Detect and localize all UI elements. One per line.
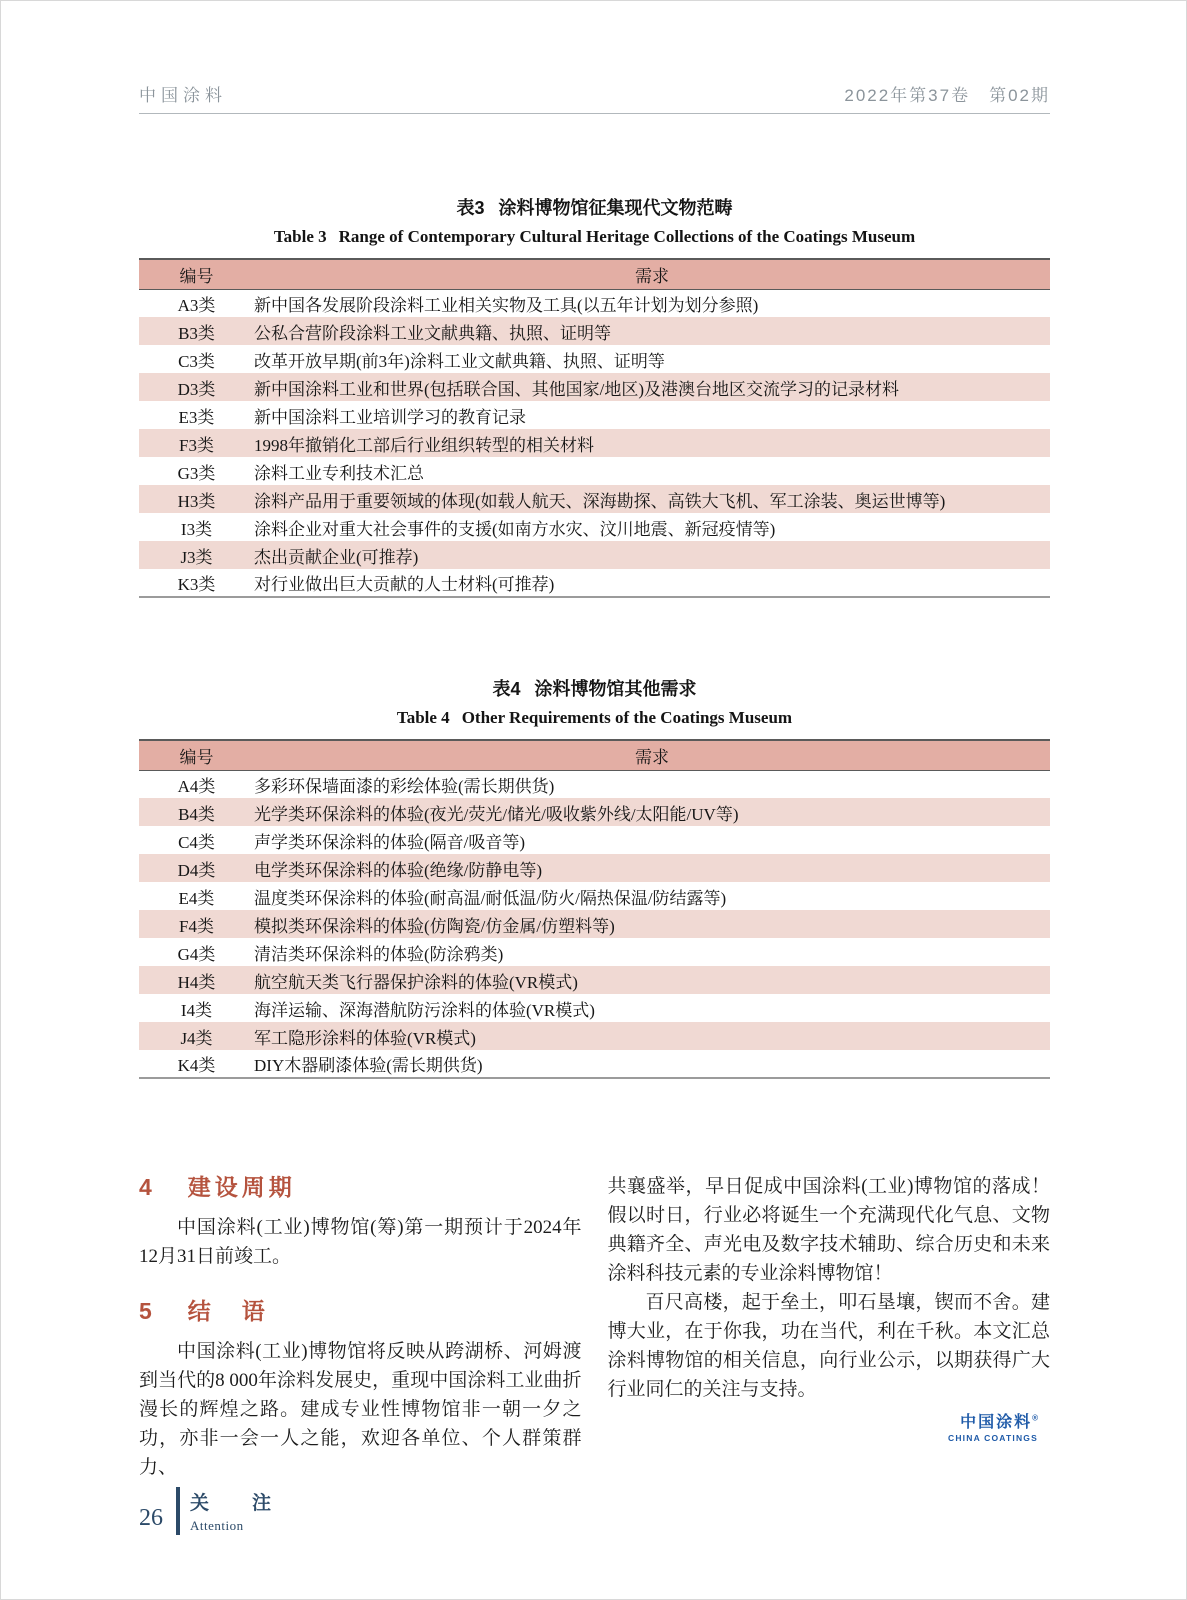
row-requirement: 多彩环保墙面漆的彩绘体验(需长期供货) <box>254 776 555 796</box>
section-5-number: 5 <box>139 1298 152 1324</box>
table-row <box>139 429 1050 457</box>
row-requirement: 新中国各发展阶段涂料工业相关实物及工具(以五年计划为划分参照) <box>254 295 759 315</box>
issue-info: 2022年第37卷 第02期 <box>844 86 1050 105</box>
row-id: G4类 <box>177 944 216 964</box>
logo-zh-text <box>608 1414 1039 1432</box>
page-footer <box>139 1487 283 1535</box>
page-content <box>139 1 1050 1482</box>
row-requirement: 对行业做出巨大贡献的人士材料(可推荐) <box>254 575 555 594</box>
table-row <box>139 457 1050 485</box>
row-id: A3类 <box>177 295 216 315</box>
row-id: K3类 <box>177 575 216 594</box>
row-id: G3类 <box>177 463 216 483</box>
logo-en-text: CHINA COATINGS <box>948 1432 1038 1443</box>
table3-caption-zh-text: 涂料博物馆征集现代文物范畴 <box>498 198 733 218</box>
table-row <box>139 854 1050 882</box>
section-4-number: 4 <box>139 1174 152 1200</box>
page-header <box>139 1 1050 114</box>
row-id: I4类 <box>180 1000 213 1020</box>
row-id: E4类 <box>178 888 215 908</box>
table-row <box>139 910 1050 938</box>
table-3 <box>139 258 1050 598</box>
left-column <box>139 1169 582 1482</box>
row-requirement: 海洋运输、深海潜航防污涂料的体验(VR模式) <box>254 1000 595 1020</box>
row-requirement: 光学类环保涂料的体验(夜光/荧光/储光/吸收紫外线/太阳能/UV等) <box>254 804 739 824</box>
logo-zh-label: 中国涂料 <box>960 1414 1033 1431</box>
table-row <box>139 826 1050 854</box>
row-requirement: 新中国涂料工业和世界(包括联合国、其他国家/地区)及港澳台地区交流学习的记录材料 <box>254 379 900 399</box>
table-row <box>139 373 1050 401</box>
table-row <box>139 1050 1050 1078</box>
table-row <box>139 401 1050 429</box>
table3-caption-zh-label: 表3 <box>456 198 485 218</box>
table-row <box>139 938 1050 966</box>
right-column <box>608 1169 1051 1482</box>
row-id: D3类 <box>177 379 216 399</box>
page-number: 26 <box>139 1504 163 1531</box>
table3-caption-en-label: Table 3 <box>273 227 327 246</box>
row-id: H4类 <box>177 972 216 992</box>
column-header-id: 编号 <box>139 740 254 770</box>
row-id: B4类 <box>178 804 215 824</box>
table4-caption-en-text: Other Requirements of the Coatings Museum <box>461 708 793 727</box>
column-header-req: 需求 <box>254 259 1050 289</box>
table4-caption-en-label: Table 4 <box>396 708 450 727</box>
row-requirement: 1998年撤销化工部后行业组织转型的相关材料 <box>254 435 594 455</box>
row-requirement: 新中国涂料工业培训学习的教育记录 <box>254 407 526 427</box>
row-requirement: 涂料工业专利技术汇总 <box>254 463 424 483</box>
row-id: H3类 <box>177 491 216 511</box>
row-id: C4类 <box>178 832 215 852</box>
row-requirement: DIY木器刷漆体验(需长期供货) <box>254 1056 483 1075</box>
table-row <box>139 485 1050 513</box>
section-5-paragraph-left: 中国涂料(工业)博物馆将反映从跨湖桥、河姆渡到当代的8 000年涂料发展史，重现中国涂料工业曲折漫长的辉煌之路。建成专业性博物馆非一朝一夕之功，亦非一会一人之能，欢迎各单位、个人群策群力、 <box>139 1341 582 1478</box>
row-requirement: 模拟类环保涂料的体验(仿陶瓷/仿金属/仿塑料等) <box>254 916 615 936</box>
row-id: I3类 <box>180 519 213 539</box>
row-id: D4类 <box>177 860 216 880</box>
table4-caption-zh <box>139 675 1050 701</box>
table-row <box>139 345 1050 373</box>
footer-section-label: 关 注 <box>190 1493 284 1514</box>
registered-mark-icon: ® <box>1032 1413 1038 1423</box>
footer-divider <box>176 1487 180 1535</box>
section-5-paragraph-continued: 共襄盛举，早日促成中国涂料(工业)博物馆的落成！假以时日，行业必将诞生一个充满现代化气息、文物典籍齐全、声光电及数字技术辅助、综合历史和未来涂料科技元素的专业涂料博物馆！ <box>607 1176 1050 1284</box>
row-id: J4类 <box>180 1028 213 1048</box>
table4-caption-en <box>139 708 1050 728</box>
row-requirement: 涂料产品用于重要领域的体现(如载人航天、深海勘探、高铁大飞机、军工涂装、奥运世博等) <box>254 491 946 511</box>
table-header-row <box>139 259 1050 289</box>
table-row <box>139 798 1050 826</box>
table3-caption-en <box>139 227 1050 247</box>
row-requirement: 温度类环保涂料的体验(耐高温/耐低温/防火/隔热保温/防结露等) <box>254 888 727 908</box>
row-id: B3类 <box>178 323 215 343</box>
table-row <box>139 541 1050 569</box>
footer-section-label-en: Attention <box>190 1518 244 1533</box>
table-row <box>139 513 1050 541</box>
article-body <box>139 1169 1050 1482</box>
row-requirement: 杰出贡献企业(可推荐) <box>254 547 419 567</box>
row-requirement: 声学类环保涂料的体验(隔音/吸音等) <box>254 832 526 852</box>
table-row <box>139 289 1050 317</box>
table-row <box>139 569 1050 597</box>
footer-section <box>190 1488 283 1534</box>
row-requirement: 军工隐形涂料的体验(VR模式) <box>254 1028 476 1048</box>
column-header-req: 需求 <box>254 740 1050 770</box>
row-requirement: 涂料企业对重大社会事件的支援(如南方水灾、汶川地震、新冠疫情等) <box>254 519 776 539</box>
row-requirement: 公私合营阶段涂料工业文献典籍、执照、证明等 <box>254 323 611 343</box>
table4-caption-zh-label: 表4 <box>492 679 521 699</box>
row-requirement: 航空航天类飞行器保护涂料的体验(VR模式) <box>254 972 578 992</box>
section-5-paragraph-2: 百尺高楼，起于垒土，叩石垦壤，锲而不舍。建博大业，在于你我，功在当代，利在千秋。本文汇总涂料博物馆的相关信息，向行业公示，以期获得广大行业同仁的关注与支持。 <box>607 1292 1050 1400</box>
table4-caption-zh-text: 涂料博物馆其他需求 <box>534 679 697 699</box>
section-4-heading <box>139 1169 582 1202</box>
table-row <box>139 882 1050 910</box>
column-header-id: 编号 <box>139 259 254 289</box>
row-requirement: 清洁类环保涂料的体验(防涂鸦类) <box>254 944 504 964</box>
table-row <box>139 317 1050 345</box>
china-coatings-logo <box>608 1414 1051 1443</box>
section-4-paragraph: 中国涂料(工业)博物馆(筹)第一期预计于2024年12月31日前竣工。 <box>139 1217 582 1267</box>
row-requirement: 改革开放早期(前3年)涂料工业文献典籍、执照、证明等 <box>254 351 665 371</box>
table-4 <box>139 739 1050 1079</box>
table3-caption-zh <box>139 194 1050 220</box>
row-id: E3类 <box>178 407 215 427</box>
row-requirement: 电学类环保涂料的体验(绝缘/防静电等) <box>254 860 543 880</box>
row-id: C3类 <box>178 351 215 371</box>
section-5-heading <box>139 1293 582 1326</box>
table-header-row <box>139 740 1050 770</box>
section-4-title: 建设周期 <box>187 1174 296 1200</box>
table3-caption-en-text: Range of Contemporary Cultural Heritage Collections of the Coatings Museum <box>338 227 916 246</box>
table-row <box>139 966 1050 994</box>
journal-name: 中国涂料 <box>139 86 227 105</box>
table-row <box>139 770 1050 798</box>
table-row <box>139 994 1050 1022</box>
row-id: F3类 <box>179 435 214 455</box>
row-id: K4类 <box>177 1056 216 1075</box>
row-id: J3类 <box>180 547 213 567</box>
section-5-title: 结 语 <box>187 1298 269 1324</box>
row-id: A4类 <box>177 776 216 796</box>
table-row <box>139 1022 1050 1050</box>
row-id: F4类 <box>179 916 214 936</box>
